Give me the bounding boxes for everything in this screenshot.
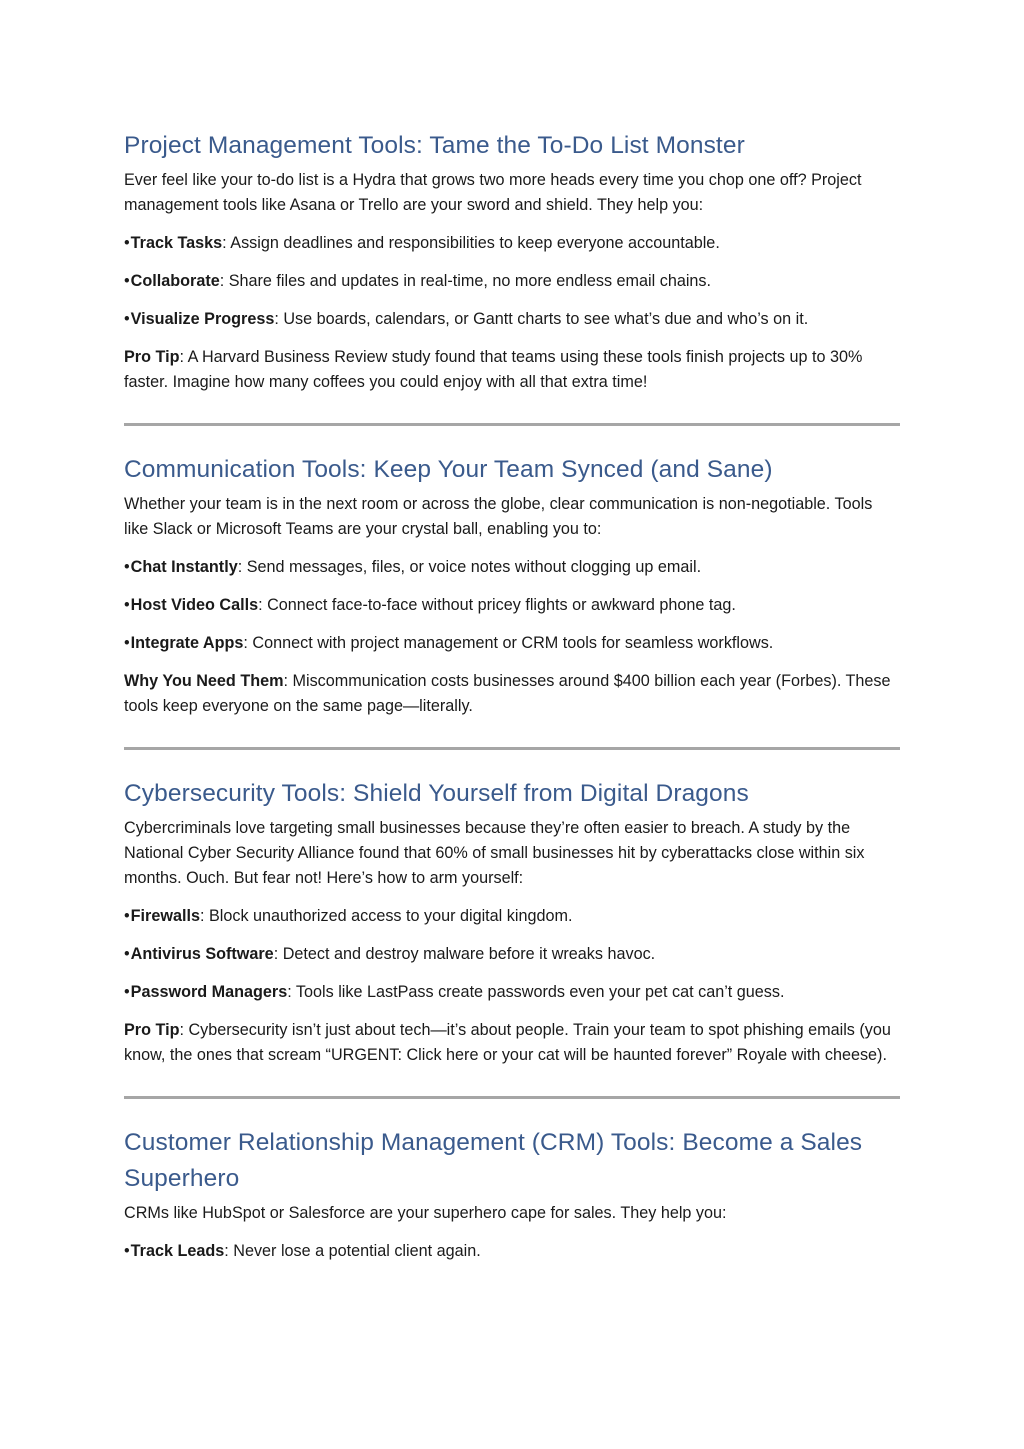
bullet-glyph: • (124, 558, 130, 576)
section-heading: Cybersecurity Tools: Shield Yourself from Digital Dragons (124, 780, 749, 807)
bullet-glyph: • (124, 272, 130, 290)
bullet-glyph: • (124, 310, 130, 328)
bullet-item (124, 593, 900, 618)
bullet-term: Antivirus Software (130, 945, 274, 963)
section-divider (124, 747, 900, 750)
bullet-glyph: • (124, 234, 130, 252)
bullet-item (124, 980, 900, 1005)
section-heading: Communication Tools: Keep Your Team Synced (and Sane) (124, 456, 773, 483)
bullet-glyph: • (124, 596, 130, 614)
bullet-text: : Assign deadlines and responsibilities to keep everyone accountable. (222, 234, 720, 252)
bullet-text: : Connect with project management or CRM tools for seamless workflows. (243, 634, 774, 652)
bullet-term: Track Leads (130, 1242, 225, 1260)
bullet-text: : Share files and updates in real-time, no more endless email chains. (219, 272, 712, 290)
section-intro: CRMs like HubSpot or Salesforce are your superhero cape for sales. They help you: (124, 1204, 727, 1222)
pro-tip (124, 345, 900, 395)
bullet-item (124, 904, 900, 929)
bullet-term: Password Managers (130, 983, 288, 1001)
section-intro: Whether your team is in the next room or across the globe, clear communication is non-negotiable. Tools like Slack or Microsoft Teams are your crystal ball, enabling you to: (124, 495, 873, 538)
why-you-need-them (124, 669, 900, 719)
bullet-term: Integrate Apps (130, 634, 244, 652)
section-communication (124, 452, 900, 719)
section-divider (124, 1096, 900, 1099)
bullet-text: : Tools like LastPass create passwords even your pet cat can’t guess. (287, 983, 785, 1001)
bullet-item (124, 307, 900, 332)
section-heading: Customer Relationship Management (CRM) Tools: Become a Sales Superhero (124, 1129, 863, 1192)
bullet-term: Visualize Progress (130, 310, 275, 328)
note-term: Pro Tip (124, 348, 180, 366)
note-term: Pro Tip (124, 1021, 180, 1039)
bullet-item (124, 631, 900, 656)
note-text: : A Harvard Business Review study found that teams using these tools finish projects up to 30% faster. Imagine how many coffees you could enjoy with all that extra time! (124, 348, 863, 391)
note-text: : Miscommunication costs businesses around $400 billion each year (Forbes). These tools keep everyone on the same page—literally. (124, 672, 891, 715)
bullet-item (124, 942, 900, 967)
section-divider (124, 423, 900, 426)
bullet-text: : Block unauthorized access to your digital kingdom. (199, 907, 573, 925)
section-intro: Cybercriminals love targeting small businesses because they’re often easier to breach. A study by the National Cyber Security Alliance found that 60% of small businesses hit by cyberattacks close within six months. Ouch. But fear not! Here’s how to arm yourself: (124, 819, 865, 887)
bullet-term: Track Tasks (130, 234, 223, 252)
bullet-term: Chat Instantly (130, 558, 238, 576)
bullet-term: Host Video Calls (130, 596, 259, 614)
bullet-text: : Never lose a potential client again. (224, 1242, 481, 1260)
bullet-item (124, 555, 900, 580)
bullet-term: Collaborate (130, 272, 220, 290)
bullet-item (124, 269, 900, 294)
bullet-item (124, 1239, 900, 1264)
note-text: : Cybersecurity isn’t just about tech—it’s about people. Train your team to spot phishing emails (you know, the ones that scream “URGENT: Click here or your cat will be haunted forever” Royale with cheese). (124, 1021, 891, 1064)
section-cybersecurity (124, 776, 900, 1068)
bullet-text: : Use boards, calendars, or Gantt charts to see what’s due and who’s on it. (274, 310, 809, 328)
bullet-text: : Detect and destroy malware before it wreaks havoc. (273, 945, 656, 963)
section-intro: Ever feel like your to-do list is a Hydra that grows two more heads every time you chop one off? Project management tools like Asana or Trello are your sword and shield. They help you: (124, 171, 862, 214)
section-project-management (124, 128, 900, 395)
bullet-glyph: • (124, 1242, 130, 1260)
bullet-glyph: • (124, 907, 130, 925)
bullet-glyph: • (124, 634, 130, 652)
section-heading: Project Management Tools: Tame the To-Do List Monster (124, 132, 745, 159)
note-term: Why You Need Them (124, 672, 284, 690)
section-crm (124, 1125, 900, 1264)
bullet-glyph: • (124, 983, 130, 1001)
bullet-item (124, 231, 900, 256)
bullet-text: : Connect face-to-face without pricey flights or awkward phone tag. (258, 596, 736, 614)
bullet-text: : Send messages, files, or voice notes without clogging up email. (237, 558, 702, 576)
pro-tip (124, 1018, 900, 1068)
bullet-glyph: • (124, 945, 130, 963)
bullet-term: Firewalls (130, 907, 200, 925)
